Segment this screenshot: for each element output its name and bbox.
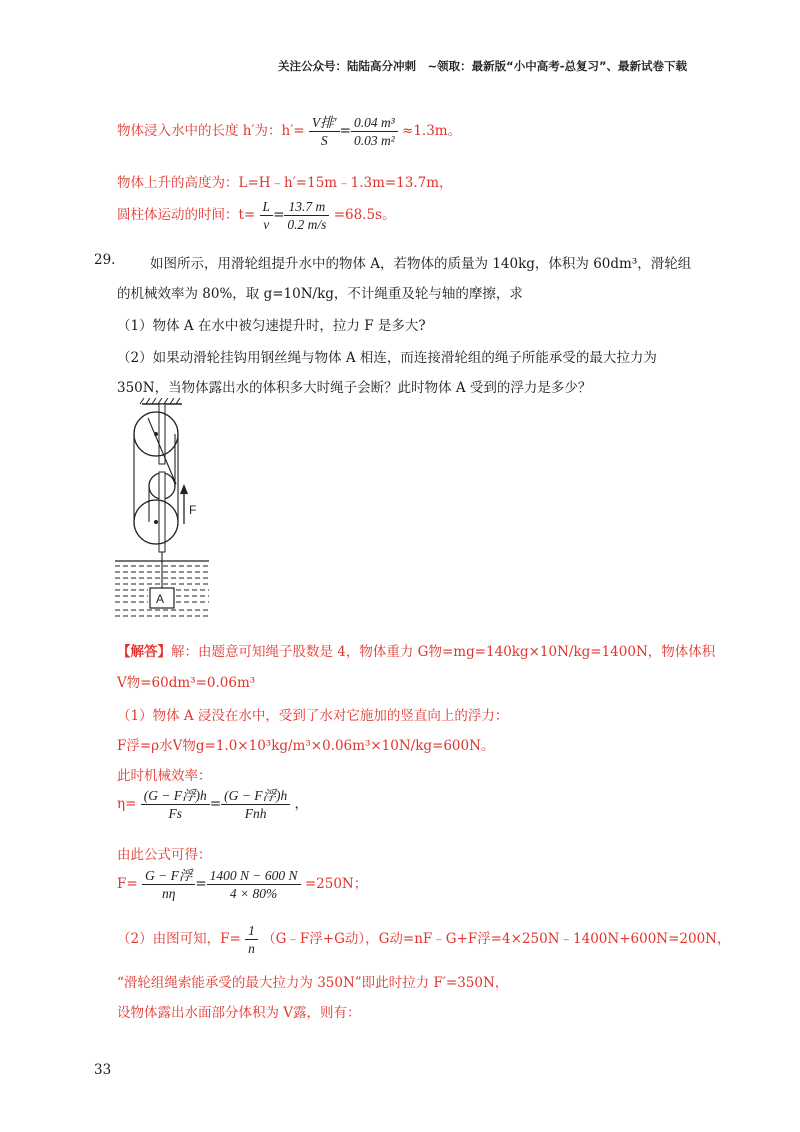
force-label: F (189, 503, 197, 517)
fraction: G − F浮 nη (142, 867, 195, 902)
fraction: $\frac{\text{0.04 m³}}{\text{0.03 m²}}$ (351, 114, 398, 149)
answer-part1-line-2: F浮=ρ水V物g=1.0×10³kg/m³×0.06m³×10N/kg=600N。 (117, 738, 495, 754)
prev-solution-line-2: 物体上升的高度为：L=H﹣h′=15m﹣1.3m=13.7m， (117, 175, 453, 191)
ceiling-hatch (140, 398, 180, 404)
prev-solution-line-3: 圆柱体运动的时间：t= $\frac{L}{v}$ = $\frac{13.7 m}{0.2 m/s}$ =68.5s。 (117, 199, 396, 232)
fraction: $\frac{1400 N - 600 N}{4 \times 80\%}$ (207, 867, 301, 902)
answer-intro-line-1: 【解答】解：由题意可知绳子股数是 4，物体重力 G物=mg=140kg×10N/kg=1400N，物体体积 (117, 644, 716, 660)
question-part-1: （1）物体 A 在水中被匀速提升时，拉力 F 是多大? (117, 318, 426, 334)
question-number: 29. (94, 252, 116, 268)
answer-part2-line-3: 设物体露出水面部分体积为 V露，则有： (117, 1005, 361, 1021)
fraction: (G − F浮)h Fnh (221, 787, 290, 822)
prev-solution-line-1: 物体浸入水中的长度 h′为：h′= V排′ S = $\frac{\text{0.04 m³}}{\text{0.03 m²}}$ ≈1.3m。 (117, 115, 462, 148)
fraction: (G − F浮)h Fs (141, 787, 210, 822)
question-line-2: 的机械效率为 80%，取 g=10N/kg，不计绳重及轮与轴的摩擦，求 (117, 286, 523, 302)
efficiency-formula: η= (G − F浮)h Fs = (G − F浮)h Fnh ， (117, 788, 309, 821)
fraction: $\frac{13.7 m}{0.2 m/s}$ (284, 198, 329, 233)
force-formula: F= G − F浮 nη = $\frac{1400 N - 600 N}{4 \times 80\%}$ =250N； (117, 868, 368, 901)
fraction: $\frac{L}{v}$ (260, 198, 274, 233)
answer-part1-line-4: 由此公式可得： (117, 847, 212, 863)
page-number: 33 (94, 1062, 112, 1078)
question-part-2-line-2: 350N，当物体露出水的体积多大时绳子会断？此时物体 A 受到的浮力是多少？ (117, 380, 592, 396)
answer-part2-line-1: （2）由图可知，F= $\frac{1}{n}$ （G﹣F浮+G动），G动=nF﹣G+F浮=4×250N﹣1400N+600N=200N， (117, 923, 731, 956)
answer-part1-line-1: （1）物体 A 浸没在水中，受到了水对它施加的竖直向上的浮力： (117, 708, 509, 724)
page-header: 关注公众号：陆陆高分冲刺 ~领取：最新版“小中高考-总复习”、最新试卷下载 (278, 59, 688, 73)
answer-part1-line-3: 此时机械效率： (117, 768, 212, 784)
movable-pulley-frame (159, 472, 165, 552)
fraction: $\frac{1}{n}$ (245, 922, 258, 957)
fraction: V排′ S (309, 114, 340, 149)
pulley-diagram (112, 398, 212, 620)
answer-part2-line-2: “滑轮组绳索能承受的最大拉力为 350N”即此时拉力 F′=350N， (117, 975, 509, 991)
object-a-label: A (156, 592, 165, 606)
answer-tag: 【解答】 (117, 644, 171, 660)
question-line-1: 如图所示，用滑轮组提升水中的物体 A，若物体的质量为 140kg，体积为 60dm³，滑轮组 (150, 256, 692, 272)
question-part-2-line-1: （2）如果动滑轮挂钩用钢丝绳与物体 A 相连，而连接滑轮组的绳子所能承受的最大拉力为 (117, 350, 657, 366)
answer-intro-line-2: V物=60dm³=0.06m³ (117, 675, 256, 691)
